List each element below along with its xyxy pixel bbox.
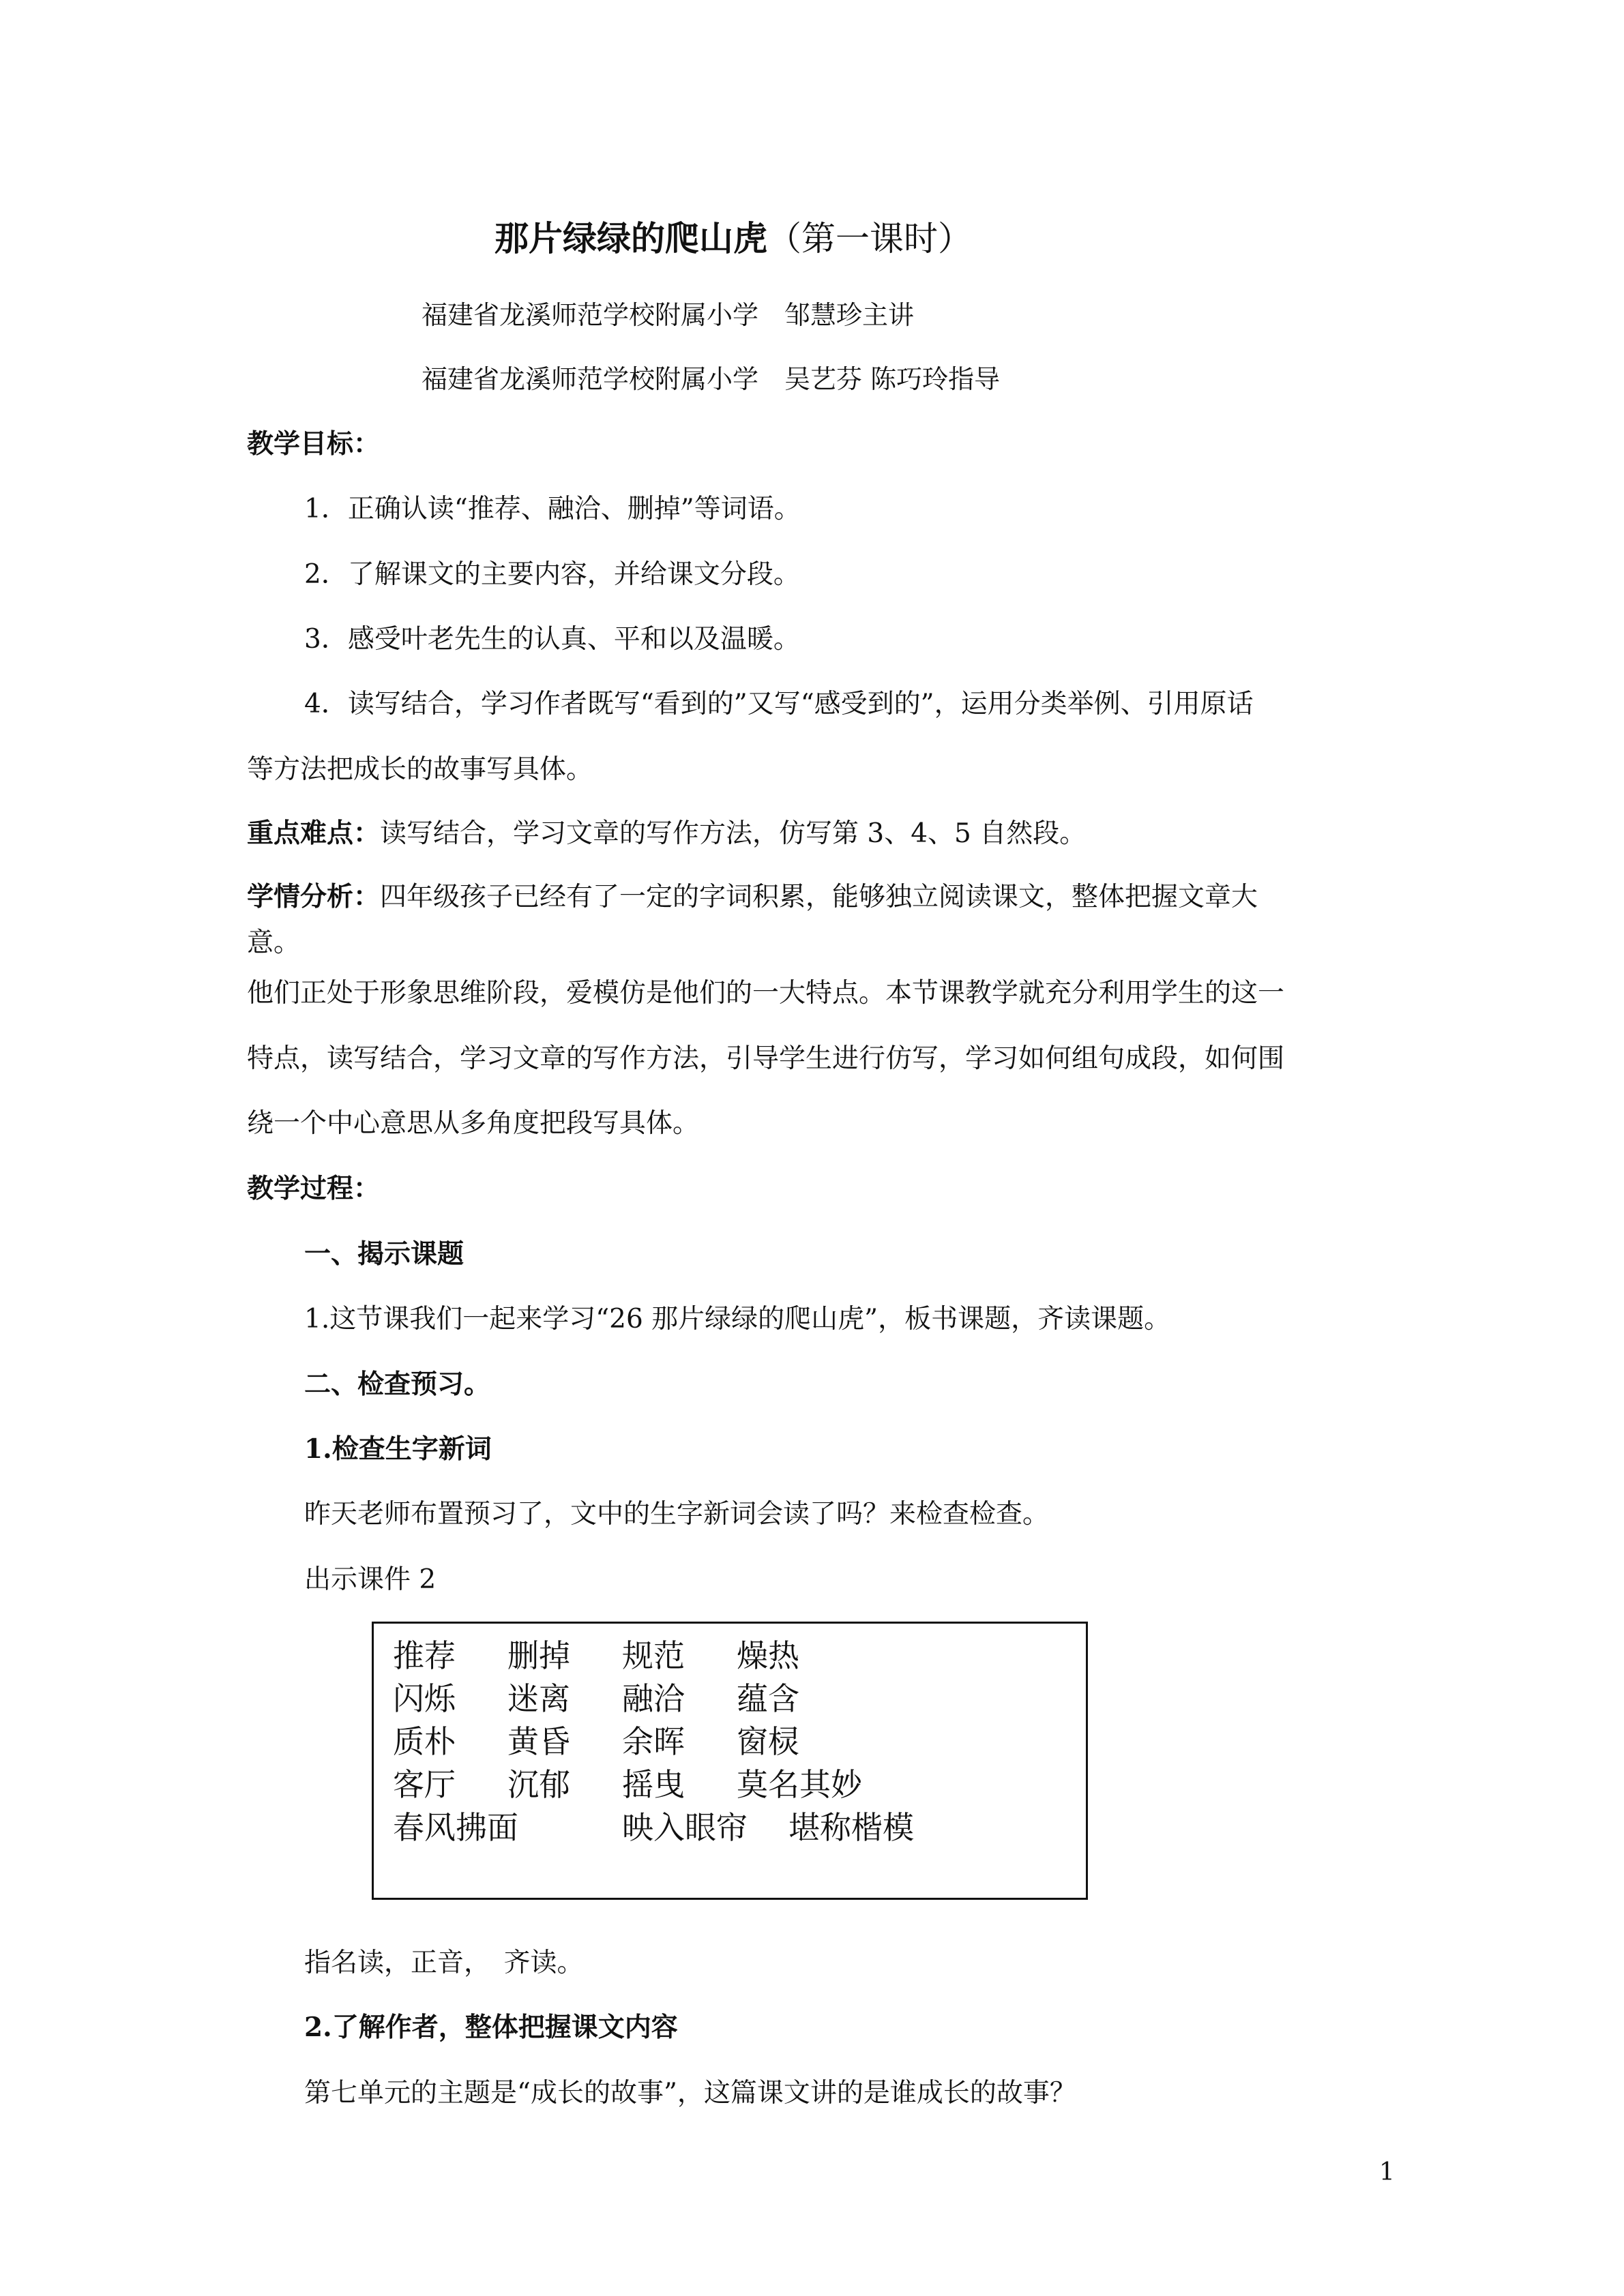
key-points-text: 读写结合，学习文章的写作方法，仿写第 3、4、5 自然段。 bbox=[380, 818, 1087, 849]
vocab-word: 堪称楷模 bbox=[788, 1809, 914, 1846]
page-number: 1 bbox=[1379, 2158, 1395, 2186]
vocab-word: 莫名其妙 bbox=[737, 1766, 862, 1803]
analysis-line: 四年级孩子已经有了一定的字词积累，能够独立阅读课文，整体把握文章大 bbox=[380, 882, 1258, 912]
credit-line-presenter: 福建省龙溪师范学校附属小学 邹慧珍主讲 bbox=[422, 300, 915, 330]
after-vocab-text: 指名读，正音， 齐读。 bbox=[304, 1948, 584, 1978]
subsection-text: 昨天老师布置预习了，文中的生字新词会读了吗？来检查检查。 bbox=[304, 1499, 1050, 1530]
credit-line-advisors: 福建省龙溪师范学校附属小学 吴艺芬 陈巧玲指导 bbox=[422, 364, 1001, 394]
process-heading: 教学过程： bbox=[247, 1173, 381, 1204]
objective-item: 3．感受叶老先生的认真、平和以及温暖。 bbox=[304, 624, 800, 655]
section-heading: 二、检查预习。 bbox=[304, 1369, 491, 1400]
subsection-heading: 1.检查生字新词 bbox=[304, 1433, 492, 1465]
vocabulary-box bbox=[372, 1622, 1088, 1900]
objective-item: 1．正确认读“推荐、融洽、删掉”等词语。 bbox=[304, 494, 801, 524]
subsection-text: 第七单元的主题是“成长的故事”，这篇课文讲的是谁成长的故事？ bbox=[304, 2078, 1076, 2108]
analysis-paragraph bbox=[247, 881, 1258, 912]
title-sub: （第一课时） bbox=[767, 219, 972, 258]
key-points-label: 重点难点： bbox=[247, 818, 381, 849]
objective-item: 4．读写结合，学习作者既写“看到的”又写“感受到的”，运用分类举例、引用原话 bbox=[304, 689, 1254, 719]
vocab-word: 推荐 bbox=[393, 1637, 456, 1674]
objectives-heading: 教学目标： bbox=[247, 428, 381, 460]
vocab-word: 余晖 bbox=[622, 1723, 685, 1760]
analysis-line: 他们正处于形象思维阶段，爱模仿是他们的一大特点。本节课教学就充分利用学生的这一 bbox=[247, 978, 1285, 1009]
analysis-line: 特点，读写结合，学习文章的写作方法，引导学生进行仿写，学习如何组句成段，如何围 bbox=[247, 1043, 1285, 1074]
vocab-word: 删掉 bbox=[507, 1637, 570, 1674]
page-title bbox=[494, 218, 972, 258]
title-main: 那片绿绿的爬山虎 bbox=[494, 218, 767, 258]
vocab-word: 客厅 bbox=[393, 1766, 456, 1803]
vocab-word: 闪烁 bbox=[393, 1680, 456, 1717]
vocab-word: 摇曳 bbox=[622, 1766, 685, 1803]
objective-item-continued: 等方法把成长的故事写具体。 bbox=[247, 754, 593, 785]
section-heading: 一、揭示课题 bbox=[304, 1238, 464, 1270]
analysis-label: 学情分析： bbox=[247, 881, 381, 912]
vocab-word: 窗棂 bbox=[737, 1723, 799, 1760]
vocab-word: 质朴 bbox=[393, 1723, 456, 1760]
section-text: 1.这节课我们一起来学习“26 那片绿绿的爬山虎”，板书课题，齐读课题。 bbox=[304, 1304, 1171, 1335]
vocab-word: 融洽 bbox=[622, 1680, 685, 1717]
vocab-word: 春风拂面 bbox=[393, 1809, 518, 1846]
vocab-word: 迷离 bbox=[507, 1680, 570, 1717]
analysis-line: 绕一个中心意思从多角度把段写具体。 bbox=[247, 1108, 700, 1139]
analysis-line: 意。 bbox=[247, 927, 301, 958]
vocab-word: 蕴含 bbox=[737, 1680, 799, 1717]
vocab-word: 规范 bbox=[622, 1637, 685, 1674]
vocab-word: 燥热 bbox=[737, 1637, 799, 1674]
vocab-word: 沉郁 bbox=[507, 1766, 570, 1803]
vocab-word: 映入眼帘 bbox=[622, 1809, 748, 1846]
vocab-word: 黄昏 bbox=[507, 1723, 570, 1760]
key-points-paragraph bbox=[247, 820, 1086, 847]
objective-item: 2．了解课文的主要内容，并给课文分段。 bbox=[304, 559, 800, 590]
slide-label: 出示课件 2 bbox=[304, 1564, 437, 1595]
subsection-heading: 2.了解作者，整体把握课文内容 bbox=[304, 2012, 678, 2043]
